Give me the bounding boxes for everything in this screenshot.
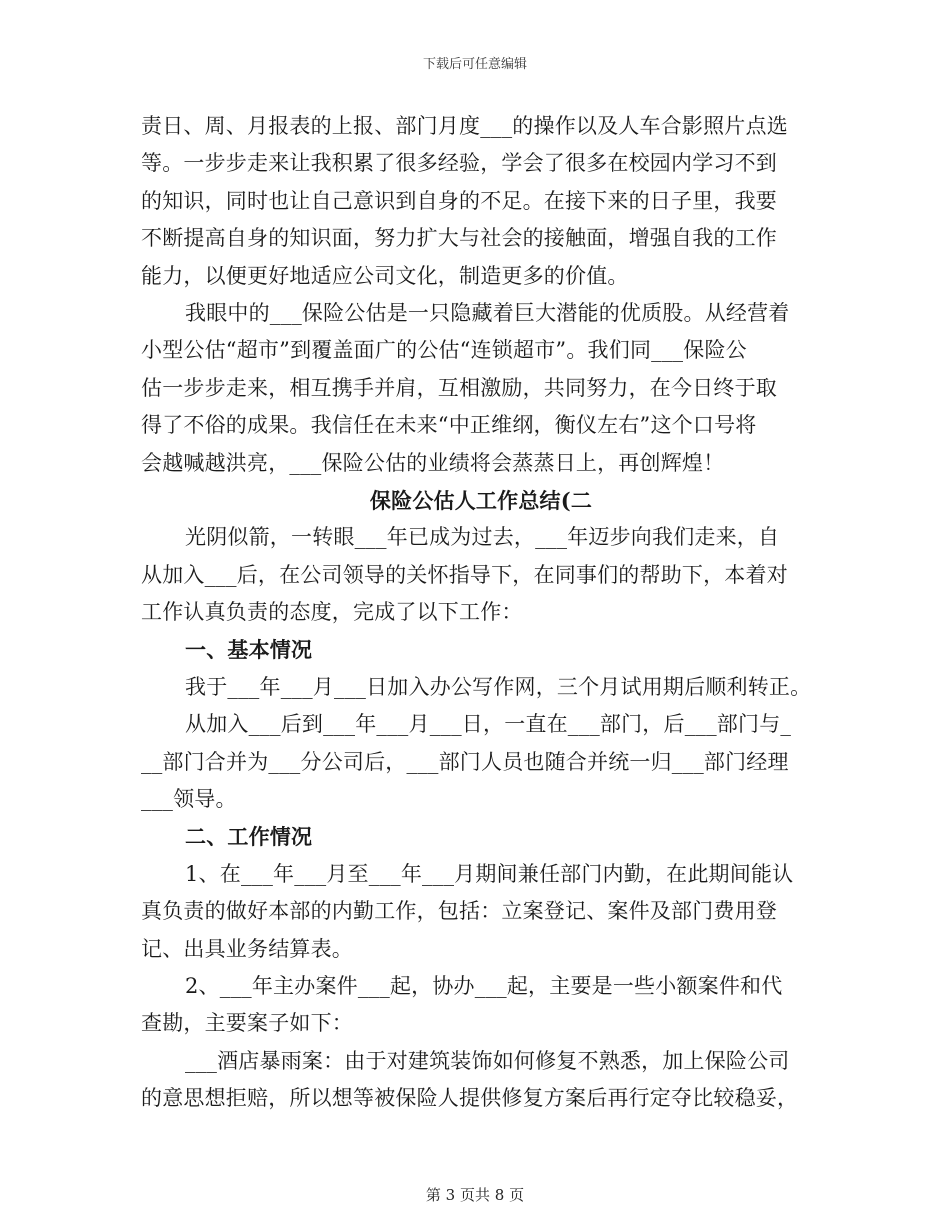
text-line: 工作认真负责的态度，完成了以下工作： <box>141 600 523 625</box>
paragraph-start-line: 我眼中的___保险公估是一只隐藏着巨大潜能的优质股。从经营着 <box>185 300 790 325</box>
text-line: ___领导。 <box>141 787 237 812</box>
text-line: 从加入___后，在公司领导的关怀指导下，在同事们的帮助下，本着对 <box>141 562 788 587</box>
text-line: 的知识，同时也让自己意识到自身的不足。在接下来的日子里，我要 <box>141 188 777 213</box>
text-line: 查勘，主要案子如下： <box>141 1011 353 1036</box>
text-line: 会越喊越洪亮，___保险公估的业绩将会蒸蒸日上，再创辉煌！ <box>141 450 725 475</box>
page-footer: 第 3 页共 8 页 <box>425 1186 525 1204</box>
text-line: 得了不俗的成果。我信任在未来“中正维纲，衡仪左右”这个口号将 <box>141 413 757 438</box>
text-line: 的意思想拒赔，所以想等被保险人提供修复方案后再行定夺比较稳妥， <box>141 1086 799 1111</box>
text-line: __部门合并为___分公司后，___部门人员也随合并统一归___部门经理 <box>141 749 789 774</box>
text-line: 能力，以便更好地适应公司文化，制造更多的价值。 <box>141 263 629 288</box>
document-body <box>141 108 821 1118</box>
paragraph-start-line: 光阴似箭，一转眼___年已成为过去，___年迈步向我们走来，自 <box>185 525 780 550</box>
text-line: 记、出具业务结算表。 <box>141 936 353 961</box>
text-line: 估一步步走来，相互携手并肩，互相激励，共同努力，在今日终于取 <box>141 375 777 400</box>
text-line: 责日、周、月报表的上报、部门月度___的操作以及人车合影照片点选 <box>141 114 788 138</box>
subsection-heading: 一、基本情况 <box>185 637 313 663</box>
text-line: 等。一步步走来让我积累了很多经验，学会了很多在校园内学习不到 <box>141 151 777 176</box>
paragraph-start-line: 1、在___年___月至___年___月期间兼任部门内勤，在此期间能认 <box>185 861 794 886</box>
text-line: 不断提高自身的知识面，努力扩大与社会的接触面，增强自我的工作 <box>141 226 777 251</box>
section-title: 保险公估人工作总结(二 <box>369 487 593 513</box>
paragraph-start-line: 2、___年主办案件___起，协办___起，主要是一些小额案件和代 <box>185 973 783 998</box>
paragraph-start-line: 我于___年___月___日加入办公写作网，三个月试用期后顺利转正。 <box>185 674 812 699</box>
text-line: 小型公估“超市”到覆盖面广的公估“连锁超市”。我们同___保险公 <box>141 338 747 363</box>
paragraph-start-line: ___酒店暴雨案：由于对建筑装饰如何修复不熟悉，加上保险公司 <box>185 1048 790 1073</box>
text-line: 真负责的做好本部的内勤工作，包括：立案登记、案件及部门费用登 <box>141 899 777 924</box>
subsection-heading: 二、工作情况 <box>185 824 313 850</box>
paragraph-start-line: 从加入___后到___年___月___日，一直在___部门，后___部门与_ <box>185 712 792 737</box>
page-header: 下载后可任意编辑 <box>422 57 527 72</box>
